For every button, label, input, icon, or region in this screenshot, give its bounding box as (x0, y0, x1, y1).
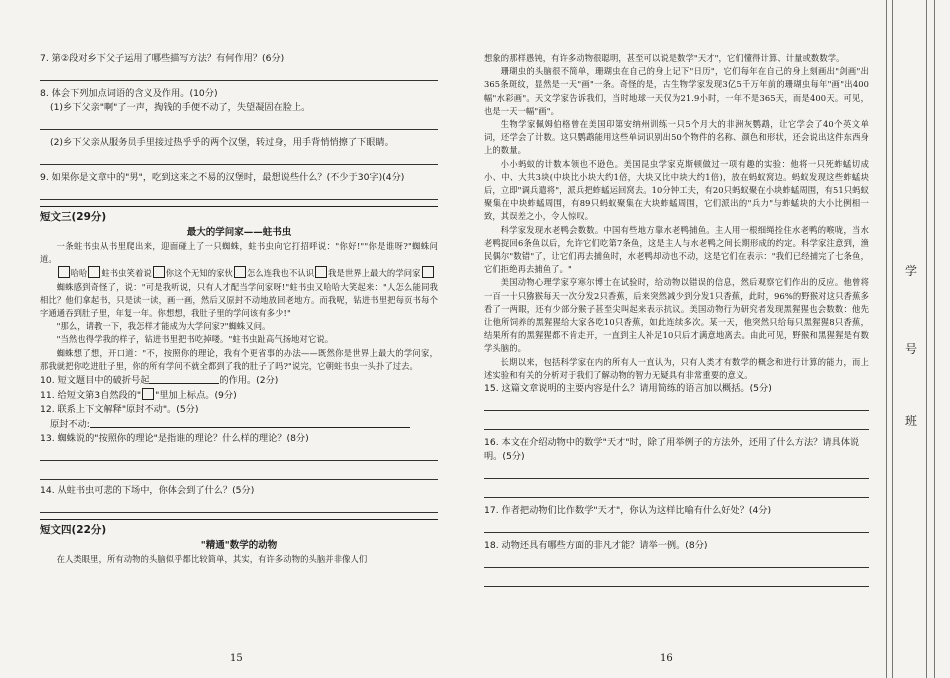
binding-line (886, 0, 887, 678)
spine-label-2: 号 (904, 342, 917, 356)
question-9: 9. 如果你是文章中的"男"，吃到这来之不易的汉堡时，最想说些什么？(不少于30字)(4分) (40, 172, 405, 183)
question-11-suffix: "里加上标点。(9分) (155, 390, 237, 402)
question-11 (40, 388, 438, 403)
answer-line-8-2[interactable] (40, 152, 438, 165)
question-17: 17. 作者把动物们比作数学"天才"，你认为这样比喻有什么好处？(4分) (484, 505, 772, 517)
answer-line-15a[interactable] (484, 398, 869, 411)
answer-line-8-1[interactable] (40, 117, 438, 130)
question-8: 8. 体会下列加点词语的含义及作用。(10分) (40, 88, 218, 99)
section-3-paragraph-3: 蜘蛛感到奇怪了，说："可是我听说，只有人才配当学问家呀!"蛀书虫又哈哈大笑起来："人怎么能同我相比？他们拿起书，只是读一读，画一画，然后又原封不动地放回老地方。而我呢，钻进书里把每页书每个字通通吞到肚子里，年复一年。你想想，我肚子里的学问该有多少!" (40, 281, 438, 319)
question-10-suffix: 的作用。(2分) (219, 375, 279, 387)
question-7: 7. 第②段对乡下父子运用了哪些描写方法？有何作用？(6分) (40, 53, 285, 64)
section-4-paragraph-3: 生物学家佩姆伯格曾在美国印第安纳州训练一只5个月大的非洲灰鹦鹉，让它学会了40个英文单词，还学会了计数。这只鹦鹉能用这些单词识别出50个物件的名称、颜色和形状，还会说出这件东西身上的数量。 (484, 119, 869, 156)
section-4-paragraph-1: 在人类眼里，所有动物的头脑似乎都比较简单，其实，有许多动物的头脑并非像人们 (56, 554, 368, 565)
section-4-title: "精通"数学的动物 (200, 540, 278, 552)
right-page (470, 0, 880, 678)
section-4-paragraph-1-cont: 想象的那样愚钝，有许多动物很聪明，甚至可以说是数学"天才"，它们懂得计算、计量或数数学。 (484, 53, 845, 63)
binding-line (892, 0, 893, 678)
answer-line-18a[interactable] (484, 555, 869, 568)
section-4-paragraph-7: 长期以来，包括科学家在内的所有人一直认为，只有人类才有数学的概念和进行计算的能力，而上述实验和有关的分析对于我们了解动物的智力无疑具有非常重要的意义。 (484, 356, 869, 380)
question-14: 14. 从蛀书虫可悲的下场中，你体会到了什么？(5分) (40, 485, 255, 497)
section-3-paragraph-1: 一条蛀书虫从书里爬出来，迎面碰上了一只蜘蛛，蛀书虫向它打招呼说："你好!""你是谁呀?"蜘蛛问道。 (40, 241, 438, 265)
answer-line-16b[interactable] (484, 485, 869, 498)
page-number-left: 15 (230, 653, 243, 664)
question-12-term (40, 417, 438, 432)
punctuation-box[interactable] (58, 266, 70, 278)
spine-label-1: 学 (904, 264, 917, 278)
answer-blank-10[interactable] (149, 373, 219, 384)
answer-line-9[interactable] (40, 187, 438, 200)
text-dontknow: 怎么连我也不认识 (246, 268, 315, 279)
left-column (40, 52, 438, 566)
binding-margin (882, 0, 950, 678)
text-scholar: 我是世界上最大的学问家 (328, 268, 421, 279)
section-3-title: 最大的学问家——蛀书虫 (186, 227, 292, 238)
punctuation-box[interactable] (153, 266, 165, 278)
text-ignorant: 你这个无知的家伙 (165, 268, 233, 279)
section-3-paragraph-2 (40, 266, 438, 280)
page-number-right: 16 (660, 653, 673, 664)
binding-line (926, 0, 927, 678)
question-8-2: (2)乡下父亲从服务员手里接过热乎乎的两个汉堡，转过身，用手背悄悄擦了下眼睛。 (50, 137, 394, 148)
punctuation-box[interactable] (88, 266, 100, 278)
section-4-paragraph-4: 小小蚂蚁的计数本领也不逊色。美国昆虫学家克斯顿做过一项有趣的实验：他将一只死蚱蜢切成小、中、大共3块(中块比小块大约1倍，大块又比中块大约1倍)，放在蚂蚁窝边。蚂蚁发现这些蚱蜢块后，立即"调兵遣将"，派兵把蚱蜢运回窝去。10分钟工夫，有20只蚂蚁聚在小块蚱蜢周围，有51只蚂蚁聚集在中块蚱蜢周围，有89只蚂蚁聚集在大块蚱蜢周围，它们派出的"兵力"与蚱蜢块的大小比例相一致，其误差之小，令人惊叹。 (484, 158, 869, 222)
answer-line-13b[interactable] (40, 467, 438, 480)
text-haha: 哈哈 (70, 268, 88, 279)
question-18: 18. 动物还具有哪些方面的非凡才能？请举一例。(8分) (484, 540, 708, 552)
section-3-paragraph-5: "当然也得学我的样子，钻进书里把书吃掉喽。"蛀书虫趾高气扬地对它说。 (56, 334, 334, 345)
term-label: 原封不动: (50, 419, 90, 431)
answer-line-16a[interactable] (484, 466, 869, 479)
punctuation-box[interactable] (234, 266, 246, 278)
answer-line-14[interactable] (40, 500, 438, 513)
answer-blank-12[interactable] (90, 417, 410, 428)
answer-line-18b[interactable] (484, 574, 869, 587)
punctuation-box[interactable] (315, 266, 327, 278)
section-4-paragraph-5: 科学家发现水老鸭会数数。中国有些地方靠水老鸭捕鱼。主人用一根细绳拴住水老鸭的喉咙，当水老鸭捉回6条鱼以后，允许它们吃第7条鱼，这是主人与水老鸭之间长期形成的约定。科学家注意到，渔民偶尔"数错"了，让它们再去捕鱼时，水老鸭却动也不动，这是它们在表示："我们已经捕完了七条鱼，它们拒绝再去捕鱼了。" (484, 224, 869, 275)
punctuation-box[interactable] (422, 266, 434, 278)
spine-label-3: 班 (904, 414, 917, 428)
section-4-paragraph-2: 珊瑚虫的头脑很不简单，珊瑚虫在自己的身上记下"日历"，它们每年在自己的身上刻画出"剑画"出365条斑纹，显然是一天"画"一条。奇怪的是，古生物学家发现3亿5千万年前的珊瑚虫每年"画"出400幅"水彩画"。天文学家告诉我们，当时地球一天仅为21.9小时，一年不是365天，而是400天。可见，也是一天一幅"画"。 (484, 66, 869, 116)
answer-line-13a[interactable] (40, 448, 438, 461)
question-13: 13. 蜘蛛说的"按照你的理论"是指谁的理论？什么样的理论？(8分) (40, 433, 309, 445)
right-column (484, 52, 869, 593)
text-laughs: 蛀书虫笑着说 (101, 268, 152, 279)
section-4-paragraph-6: 美国动物心理学家亨寒尔博士在试验时，给动物以错误的信息，然后观察它们作出的反应。他曾将一百一十只猕猴每天一次分发2只香蕉，后来突然减少到分发1只香蕉，此时，96%的野猴对这只香蕉多看了一两眼，还有少部分猴子甚至尖叫起来表示抗议。美国动物行为研究者发现黑猩猩也会数数：他先让他所饲养的黑猩猩给大家各吃10只香蕉，如此连续多次。某一天，他突然只给每只黑猩猩8只香蕉，结果所有的黑猩猩都不肯走开，一直到主人补足10只后才满意地离去。由此可见，野猴和黑猩猩是有数学头脑的。 (484, 277, 869, 354)
answer-line-17[interactable] (484, 520, 869, 533)
section-divider (40, 206, 438, 207)
box-symbol (142, 388, 154, 400)
left-page (0, 0, 470, 678)
section-3-paragraph-4: "那么，请教一下，我怎样才能成为大学问家?"蜘蛛又问。 (56, 321, 271, 332)
question-11-prefix: 11. 给短文第3自然段的" (40, 390, 142, 402)
answer-line-7[interactable] (40, 68, 438, 81)
section-4-heading: 短文四(22分) (40, 524, 107, 537)
question-12: 12. 联系上下文解释"原封不动"。(5分) (40, 404, 199, 416)
question-16: 16. 本文在介绍动物中的数学"天才"时，除了用举例子的方法外，还用了什么方法？请具体说明。(5分) (484, 437, 860, 463)
answer-line-15b[interactable] (484, 417, 869, 430)
question-10 (40, 373, 438, 388)
section-3-paragraph-6: 蜘蛛想了想，开口道："不，按照你的理论，我有个更省事的办法——既然你是世界上最大的学问家，那我就把你吃进肚子里，你的所有学问不就全都到了我的肚子了吗?"说完，它朝蛀书虫一头扑了过去。 (40, 347, 438, 371)
section-divider (40, 519, 438, 520)
question-10-prefix: 10. 短文题目中的破折号起 (40, 375, 150, 387)
binding-line (934, 0, 935, 678)
question-8-1: (1)乡下父亲"啊"了一声，掏钱的手便不动了，失望凝固在脸上。 (50, 102, 311, 113)
section-3-heading: 短文三(29分) (40, 211, 107, 223)
question-15: 15. 这篇文章说明的主要内容是什么？请用简练的语言加以概括。(5分) (484, 383, 772, 395)
